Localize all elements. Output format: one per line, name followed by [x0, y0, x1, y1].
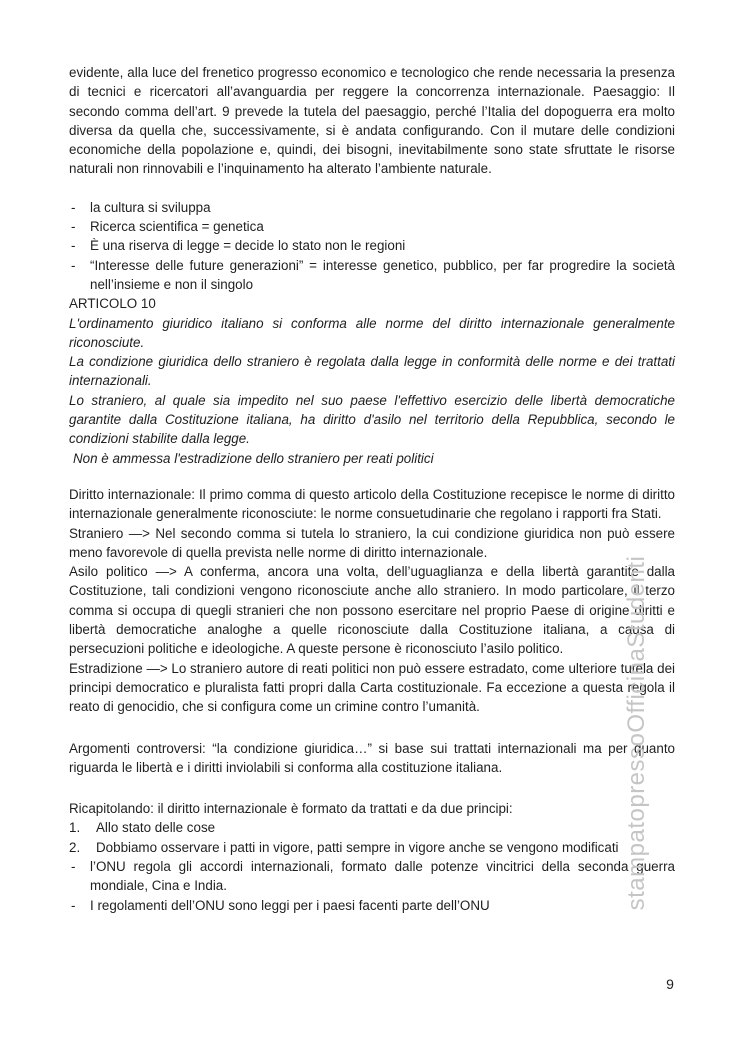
page-content	[69, 63, 675, 915]
list-item-text: I regolamenti dell’ONU sono leggi per i paesi facenti parte dell’ONU	[90, 897, 490, 913]
bullet-list-onu	[69, 857, 675, 915]
list-item-text: “Interesse delle future generazioni” = interesse genetico, pubblico, per far progredire la società nell’insieme e non il singolo	[90, 257, 675, 292]
watermark-text: stampatopressoOfficinaStudenti	[623, 555, 650, 911]
numbered-item	[69, 838, 675, 857]
paragraph-diritto-internazionale: Diritto internazionale: Il primo comma di questo articolo della Costituzione recepisce le norme di diritto internazionale generalmente riconosciute: le norme consuetudinarie che regolano i rapporti fra Stati.	[69, 486, 675, 522]
dash-bullet-marker: -	[71, 199, 76, 215]
numbered-item-text: Allo stato delle cose	[96, 820, 216, 836]
dash-bullet-marker: -	[71, 897, 76, 913]
list-item	[69, 236, 675, 255]
list-item-text: la cultura si sviluppa	[90, 199, 211, 215]
list-item-text: È una riserva di legge = decide lo stato non le regioni	[90, 238, 406, 254]
list-item	[69, 198, 675, 217]
paragraph-intro: evidente, alla luce del frenetico progresso economico e tecnologico che rende necessaria la presenza di tecnici e ricercatori all’avanguardia per reggere la concorrenza internazionale. Paesaggio: Il secondo comma dell’art. 9 prevede la tutela del paesaggio, perché l’Italia del dopoguerra era molto diversa da quella che, successivamente, si è andata configurando. Con il mutare delle condizioni economiche della popolazione e, quindi, dei bisogni, inevitabilmente sono state sfruttate le risorse naturali non rinnovabili e l’inquinamento ha alterato l’ambiente naturale.	[69, 65, 675, 177]
numbered-item	[69, 818, 675, 837]
page-number: 9	[666, 976, 674, 992]
dash-bullet-marker: -	[71, 257, 76, 273]
dash-bullet-marker: -	[71, 858, 76, 874]
list-item-text: l’ONU regola gli accordi internazionali, formato dalle potenze vincitrici della seconda guerra mondiale, Cina e India.	[90, 858, 675, 894]
paragraph-estradizione: Estradizione —> Lo straniero autore di reati politici non può essere estradato, come ulteriore tutela dei principi democratico e pluralista fatti propri dalla Carta costituzionale. Fa eccezione a questa regola il reato di genocidio, che si configura come un crimine contro l’umanità.	[69, 660, 675, 715]
dash-bullet-marker: -	[71, 238, 76, 254]
article-10-text	[69, 314, 675, 468]
article-footnote: Non è ammessa l'estradizione dello straniero per reati politici	[73, 450, 434, 466]
commentary-block	[69, 485, 675, 717]
list-item	[69, 256, 675, 295]
paragraph-straniero: Straniero —> Nel secondo comma si tutela lo straniero, la cui condizione giuridica non può essere meno favorevole di quella prevista nelle norme di diritto internazionale.	[69, 525, 675, 560]
list-item	[69, 896, 675, 915]
number-marker: 2.	[69, 839, 81, 855]
dash-bullet-marker: -	[71, 219, 76, 235]
list-item	[69, 857, 675, 896]
number-marker: 1.	[69, 820, 81, 836]
section-heading-articolo-10: ARTICOLO 10	[69, 296, 156, 312]
paragraph-asilo-politico: Asilo politico —> A conferma, ancora una volta, dell’uguaglianza e della libertà garantite dalla Costituzione, tali condizioni vengono riconosciute anche allo straniero. In modo particolare, il terzo comma si occupa di quegli stranieri che non possono esercitare nel proprio Paese di origine diritti e libertà democratiche analoghe a quelle riconosciute dalla Costituzione italiana, a causa di persecuzioni politiche e ideologiche. A queste persone è riconosciuto l’asilo politico.	[69, 564, 675, 657]
bullet-list-art9	[69, 198, 675, 294]
article-paragraph: Lo straniero, al quale sia impedito nel suo paese l'effettivo esercizio delle libertà democratiche garantite dalla Costituzione italiana, ha diritto d'asilo nel territorio della Repubblica, secondo le condizioni stabilite dalla legge.	[69, 392, 675, 447]
paragraph-argomenti-controversi: Argomenti controversi: “la condizione giuridica…” si base sui trattati internazionali ma per quanto riguarda le libertà e i diritti inviolabili si conforma alla costituzione italiana.	[69, 740, 675, 775]
numbered-list-principi	[69, 818, 675, 857]
list-item	[69, 217, 675, 236]
numbered-item-text: Dobbiamo osservare i patti in vigore, patti sempre in vigore anche se vengono modificati	[96, 839, 619, 855]
article-paragraph: La condizione giuridica dello straniero è regolata dalla legge in conformità delle norme e dei trattati internazionali.	[69, 354, 675, 389]
paragraph-ricapitolando: Ricapitolando: il diritto internazionale è formato da trattati e da due principi:	[69, 801, 513, 817]
list-item-text: Ricerca scientifica = genetica	[90, 219, 264, 235]
article-paragraph: L'ordinamento giuridico italiano si conforma alle norme del diritto internazionale generalmente riconosciute.	[69, 315, 675, 350]
